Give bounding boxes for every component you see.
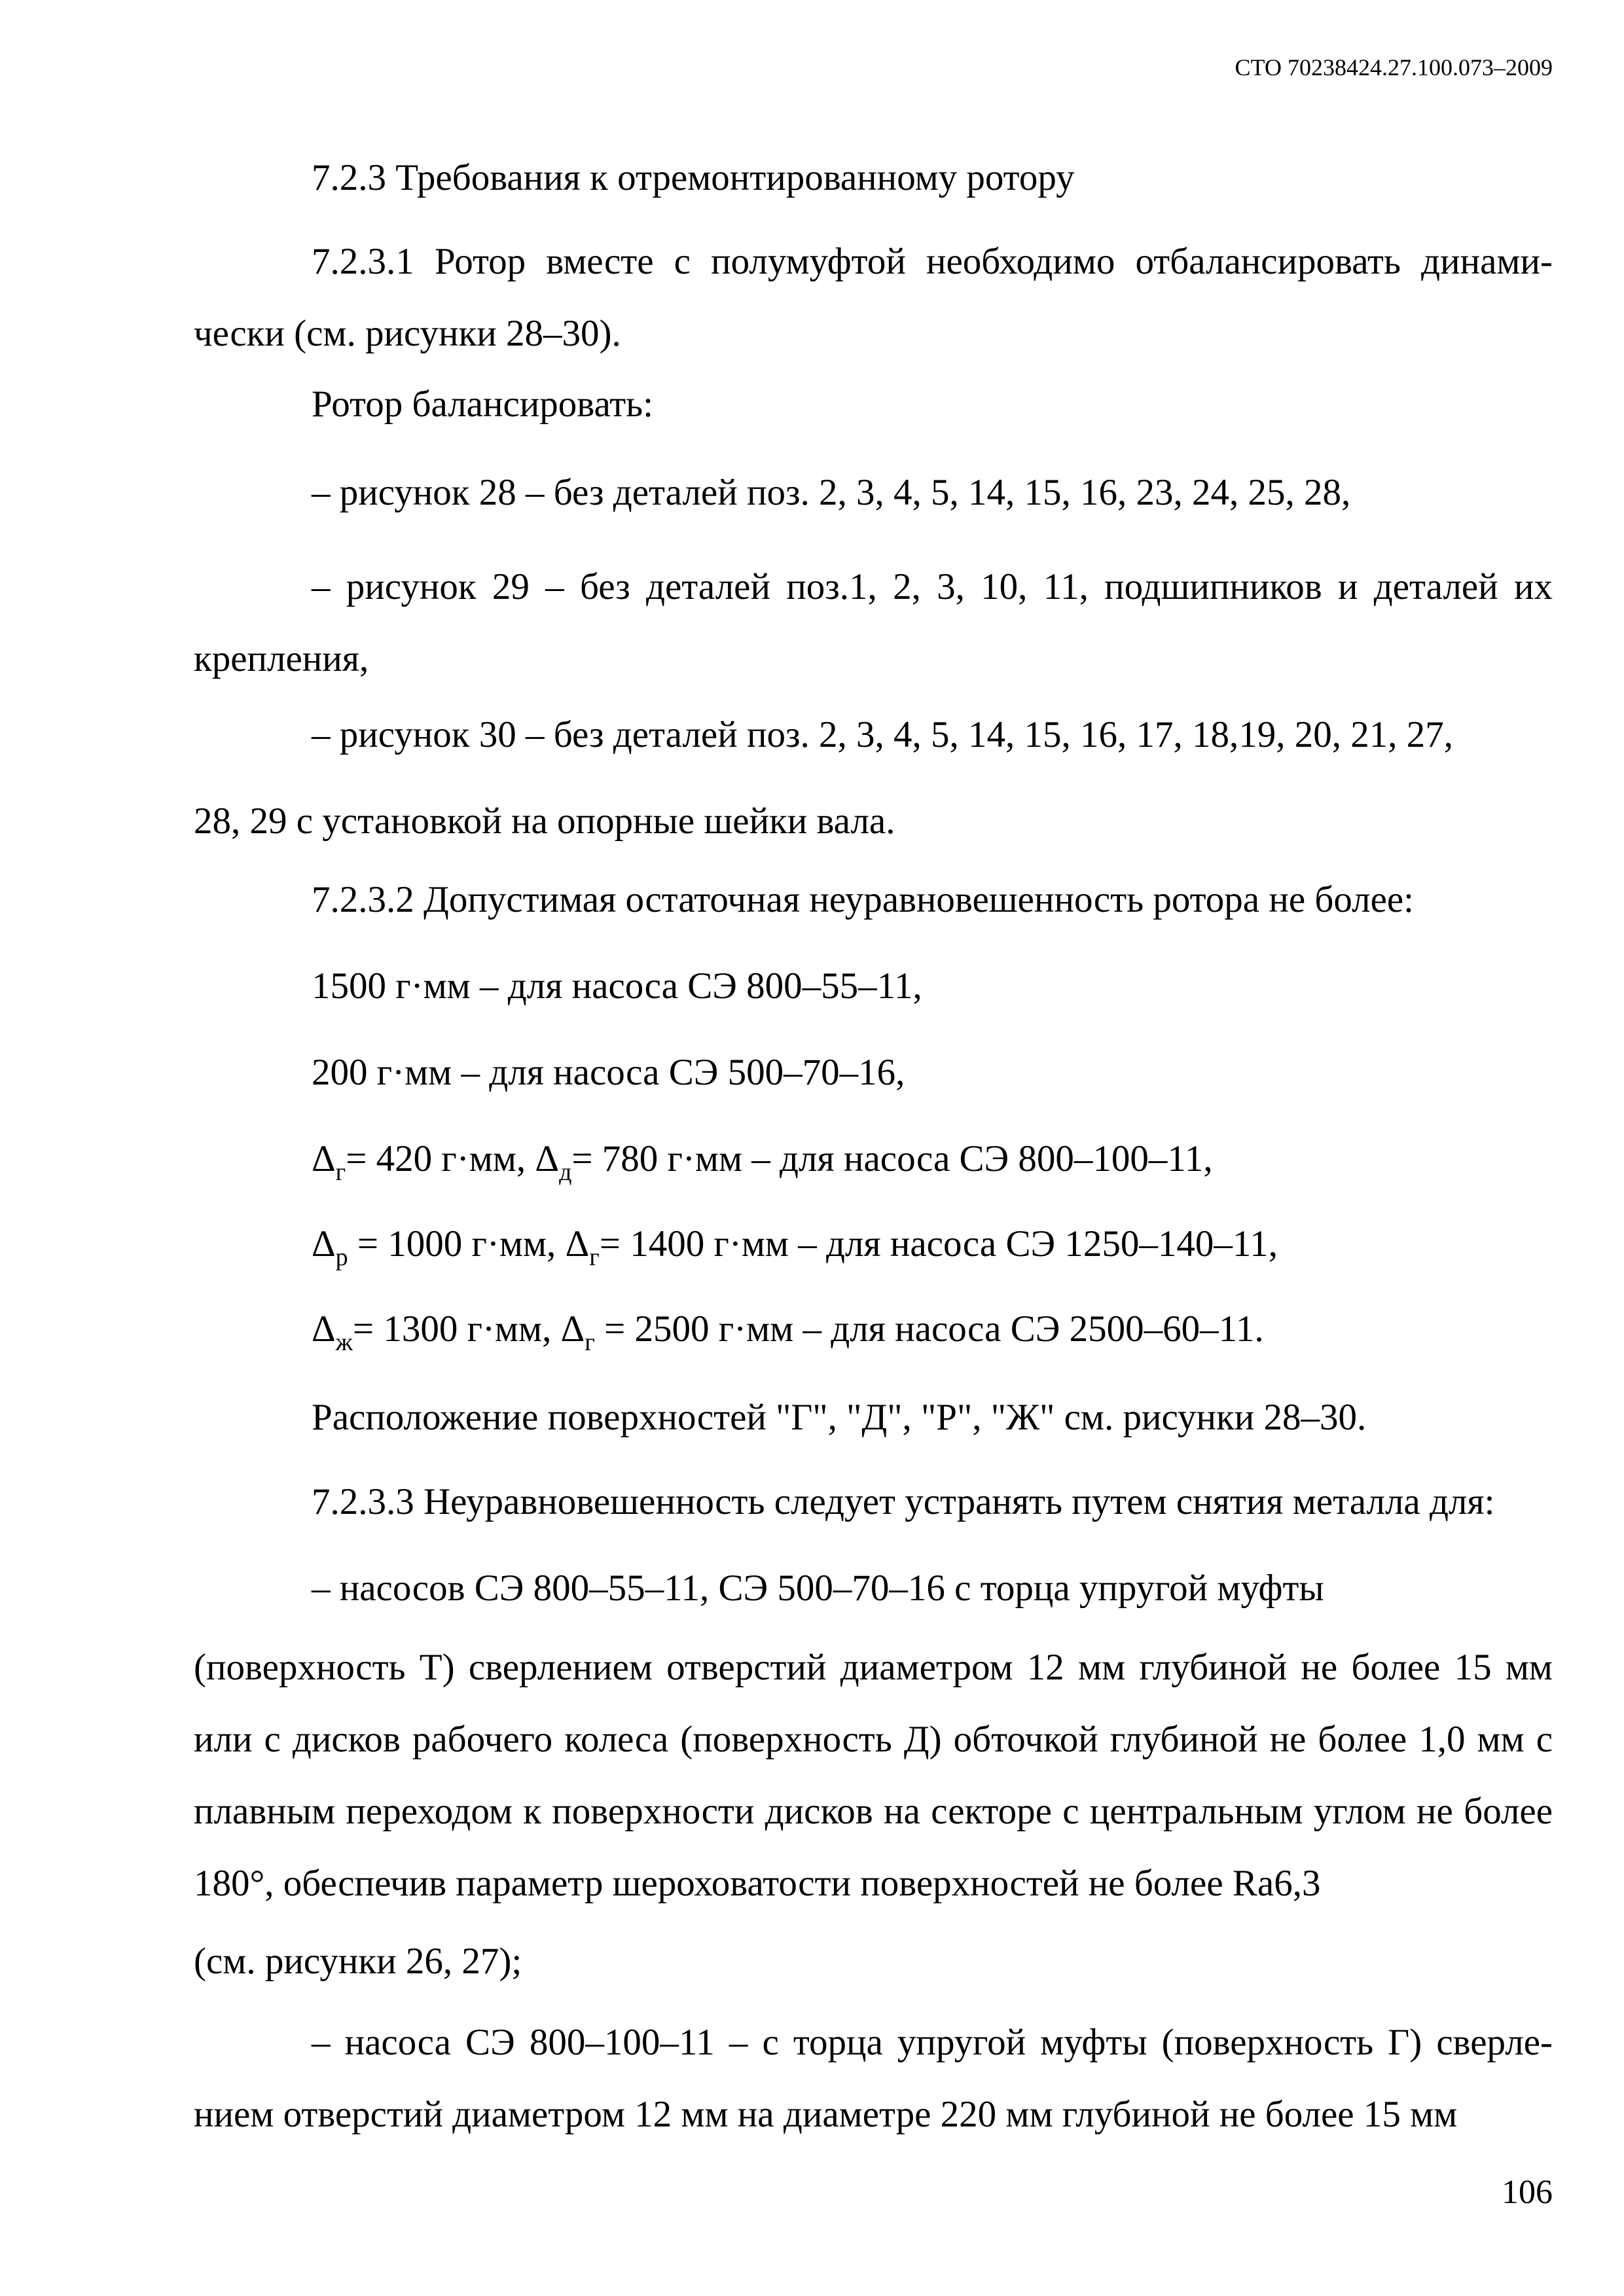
- figure-reference-26-27: (см. рисунки 26, 27);: [194, 1941, 522, 1982]
- paragraph-7-2-3-3: 7.2.3.3 Неуравновешенность следует устранять путем снятия металла для:: [312, 1481, 1495, 1522]
- delta-symbol: Δ: [565, 1223, 590, 1265]
- delta-symbol: Δ: [312, 1308, 336, 1350]
- subscript: г: [589, 1244, 600, 1271]
- tolerance-line-2: 200 г·мм – для насоса СЭ 500–70–16,: [312, 1052, 905, 1093]
- list-item-figure-30-continued: 28, 29 с установкой на опорные шейки вала.: [194, 800, 895, 842]
- delta-symbol: Δ: [312, 1223, 336, 1265]
- paragraph-7-2-3-1: 7.2.3.1 Ротор вместе с полумуфтой необходимо отбалансировать динамически (см. рисунки 28–30).: [194, 241, 1553, 354]
- value-text: = 1000 г·мм,: [348, 1223, 566, 1265]
- delta-symbol: Δ: [312, 1138, 336, 1179]
- value-text: = 780 г·мм – для насоса СЭ 800–100–11,: [571, 1138, 1213, 1179]
- tolerance-line-4: [312, 1221, 1278, 1280]
- subscript: г: [335, 1158, 346, 1186]
- value-text: = 2500 г·мм – для насоса СЭ 2500–60–11.: [594, 1308, 1264, 1350]
- list-item-figure-29: – рисунок 29 – без деталей поз.1, 2, 3, 10, 11, подшипников и деталей их крепления,: [194, 566, 1553, 679]
- list-item-pumps-800-55-500-70: – насосов СЭ 800–55–11, СЭ 500–70–16 с торца упругой муфты: [312, 1568, 1324, 1609]
- tolerance-line-5: [312, 1306, 1264, 1365]
- list-item-pump-800-100: – насоса СЭ 800–100–11 – с торца упругой муфты (поверхность Г) сверлением отверстий диаметром 12 мм на диаметре 220 мм глубиной не более 15 мм: [194, 2022, 1553, 2135]
- subscript: д: [559, 1158, 572, 1186]
- tolerance-line-3: [312, 1136, 1213, 1195]
- subscript: ж: [335, 1329, 353, 1356]
- tolerance-line-1: 1500 г·мм – для насоса СЭ 800–55–11,: [312, 965, 922, 1007]
- value-text: = 1400 г·мм – для насоса СЭ 1250–140–11,: [599, 1223, 1278, 1265]
- subscript: р: [335, 1244, 348, 1271]
- surfaces-location-note: Расположение поверхностей "Г", "Д", "Р", "Ж" см. рисунки 28–30.: [312, 1397, 1367, 1438]
- delta-symbol: Δ: [560, 1308, 585, 1350]
- delta-symbol: Δ: [535, 1138, 560, 1179]
- value-text: = 420 г·мм,: [346, 1138, 535, 1179]
- section-title: 7.2.3 Требования к отремонтированному ротору: [312, 157, 1075, 198]
- paragraph-balance-intro: Ротор балансировать:: [312, 384, 654, 425]
- value-text: = 1300 г·мм,: [352, 1308, 561, 1350]
- list-item-figure-28: – рисунок 28 – без деталей поз. 2, 3, 4, 5, 14, 15, 16, 23, 24, 25, 28,: [312, 472, 1351, 513]
- list-item-figure-30: – рисунок 30 – без деталей поз. 2, 3, 4, 5, 14, 15, 16, 17, 18,19, 20, 21, 27,: [312, 714, 1453, 755]
- subscript: г: [585, 1329, 595, 1356]
- paragraph-7-2-3-2: 7.2.3.2 Допустимая остаточная неуравновешенность ротора не более:: [312, 879, 1415, 920]
- page-number: 106: [1502, 2174, 1553, 2211]
- document-code-header: СТО 70238424.27.100.073–2009: [1235, 54, 1553, 81]
- paragraph-surface-t-drilling: (поверхность Т) сверлением отверстий диаметром 12 мм глубиной не более 15 мм или с дисков рабочего колеса (поверхность Д) обточкой глубиной не более 1,0 мм с плавным переходом к поверхности дисков на секторе с центральным углом не более 180°, обеспечив параметр шероховатости поверхностей не более Ra6,3: [194, 1647, 1553, 1904]
